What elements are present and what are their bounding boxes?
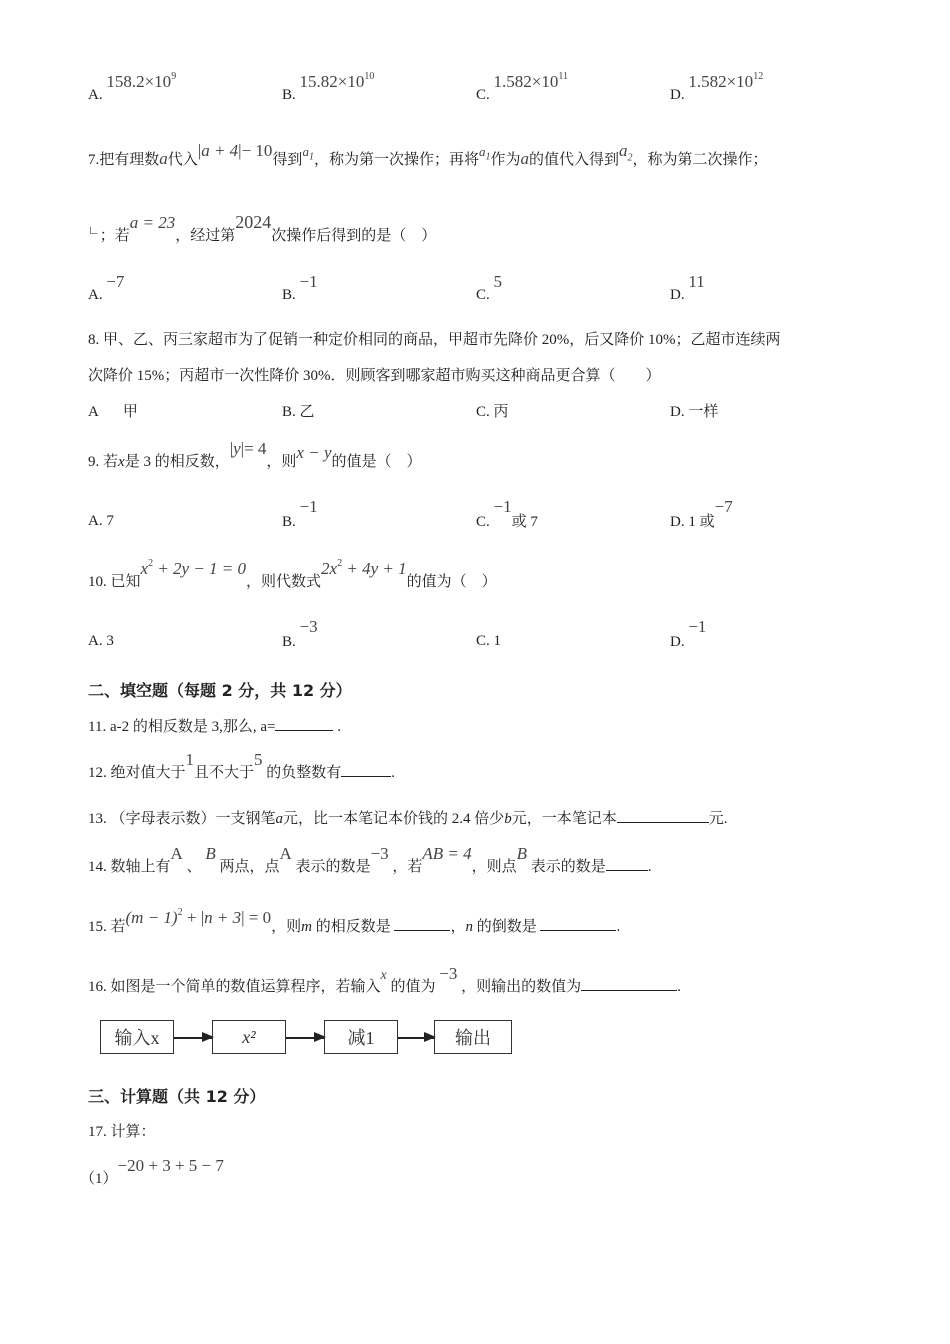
q9-option-c: C. −1或 7 [476, 497, 538, 530]
q10-question: 10. 已知$x^2 + 2y - 1 = 0$，则代数式$2x^2 + 4y + 1$的值为（ ） [88, 558, 497, 590]
flowchart-box-minus-one: 减1 [324, 1020, 398, 1054]
q8-option-a: A 甲 [88, 404, 138, 420]
q7-option-a: A. −7 [88, 272, 125, 303]
q10-option-c: C. 1 [476, 633, 502, 649]
q16-answer-blank[interactable] [581, 976, 677, 991]
q13-answer-blank[interactable] [617, 808, 709, 823]
q14: 14. 数轴上有A 、 B 两点，点A 表示的数是−3 ，若AB = 4，则点B 表示的数是 . [88, 844, 652, 875]
q15-n-blank[interactable] [540, 916, 616, 931]
q9-option-a: A. 7 [88, 513, 114, 529]
q6-option-d: D. $1.582\times 10^{12}$ [670, 71, 764, 103]
q16: 16. 如图是一个简单的数值运算程序，若输入x 的值为 −3 ，则输出的数值为 . [88, 964, 681, 995]
q8-option-d: D. 一样 [670, 404, 719, 420]
q10-option-a: A. 3 [88, 633, 114, 649]
arrow-right-icon [398, 1037, 434, 1039]
arrow-right-icon [174, 1037, 212, 1039]
q7-line2: ∟；若a = 23，经过第2024次操作后得到的是（ ） [88, 212, 437, 244]
arrow-right-icon [286, 1037, 324, 1039]
q9-question: 9. 若x是 3 的相反数，|y|= 4，则x − y的值是（ ） [88, 439, 422, 470]
q17-title: 17. 计算： [88, 1124, 156, 1140]
q10-option-b: B. −3 [282, 617, 318, 650]
q7-line1: 7.把有理数a代入|a + 4|− 10得到$a_1$，称为第一次操作；再将$a_1$作为a的值代入得到$a_2$，称为第二次操作； [88, 141, 768, 168]
q9-option-b: B. −1 [282, 497, 318, 530]
q11: 11. a-2 的相反数是 3,那么, a= . [88, 716, 341, 737]
q6-option-c: C. $1.582\times 10^{11}$ [476, 71, 568, 103]
q9-option-d: D. 1 或−7 [670, 497, 733, 530]
q12-answer-blank[interactable] [341, 762, 391, 777]
q11-answer-blank[interactable] [275, 716, 333, 731]
q6-option-a: A. $158.2\times 10^9$ [88, 71, 177, 103]
section2-title: 二、填空题（每题 2 分，共 12 分） [88, 681, 352, 700]
q8-option-b: B. 乙 [282, 404, 315, 420]
q7-option-c: C. 5 [476, 272, 503, 303]
q8-line1: 8. 甲、乙、丙三家超市为了促销一种定价相同的商品，甲超市先降价 20%，后又降价 10%；乙超市连续两 [88, 332, 781, 348]
q15-m-blank[interactable] [394, 916, 450, 931]
q17-part1: （1）−20 + 3 + 5 − 7 [80, 1156, 224, 1187]
q15: 15. 若$(m - 1)^2 + |n + 3| = 0$，则m 的相反数是 ，n 的倒数是 . [88, 907, 621, 935]
q8-option-c: C. 丙 [476, 404, 509, 420]
flowchart-box-input: 输入x [100, 1020, 174, 1054]
q7-option-d: D. 11 [670, 272, 705, 303]
q14-answer-blank[interactable] [606, 856, 648, 871]
q7-option-b: B. −1 [282, 272, 318, 303]
section3-title: 三、计算题（共 12 分） [88, 1087, 266, 1106]
flowchart-box-square: x² [212, 1020, 286, 1054]
q6-option-b: B. $15.82\times 10^{10}$ [282, 71, 375, 103]
flowchart-box-output: 输出 [434, 1020, 512, 1054]
q13: 13. （字母表示数）一支钢笔a元，比一本笔记本价钱的 2.4 倍少b元，一本笔记本 元. [88, 808, 728, 829]
q12: 12. 绝对值大于1且不大于5 的负整数有 . [88, 750, 396, 781]
q10-option-d: D. −1 [670, 617, 707, 650]
q8-line2: 次降价 15%；丙超市一次性降价 30%．则顾客到哪家超市购买这种商品更合算（ ） [88, 368, 661, 384]
